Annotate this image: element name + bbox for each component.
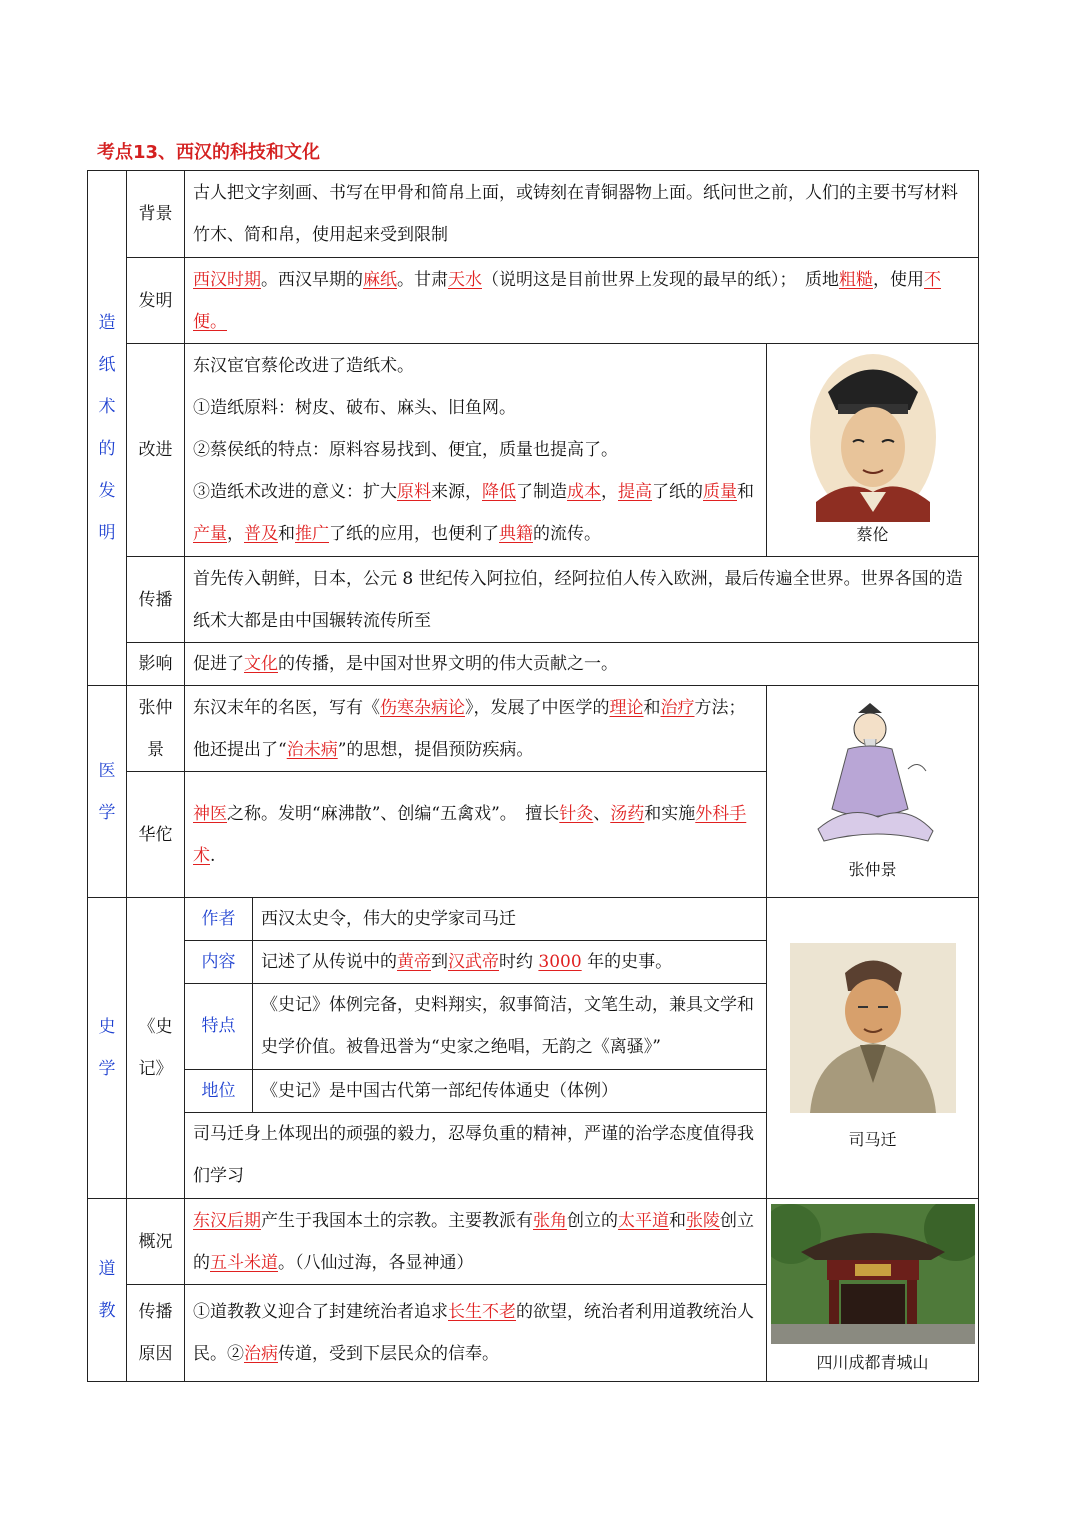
category-medicine: 医 学 (88, 686, 127, 898)
label-huatuo: 华佗 (127, 772, 185, 898)
knowledge-table (87, 170, 979, 1382)
zhangzhongjing-portrait-cell (767, 686, 979, 898)
label-status: 地位 (185, 1069, 253, 1112)
spread-text: 首先传入朝鲜，日本，公元 8 世纪传入阿拉伯，经阿拉伯人传入欧洲，最后传遍全世界。世界各国的造纸术大都是由中国辗转流传所至 (185, 557, 979, 643)
influence-text: 促进了文化的传播，是中国对世界文明的伟大贡献之一。 (185, 643, 979, 686)
simaqian-caption: 司马迁 (848, 1130, 897, 1149)
huatuo-text: 神医之称。发明“麻沸散”、创编“五禽戏”。 擅长针灸、汤药和实施外科手术. (185, 772, 767, 898)
label-overview: 概况 (127, 1199, 185, 1285)
label-zhangzhongjing: 张仲 景 (127, 686, 185, 772)
simaqian-portrait-cell (767, 898, 979, 1199)
background-text: 古人把文字刻画、书写在甲骨和简帛上面，或铸刻在青铜器物上面。纸问世之前，人们的主要书写材料竹木、简和帛，使用起来受到限制 (185, 171, 979, 258)
cailun-portrait-image (808, 352, 938, 522)
label-influence: 影响 (127, 643, 185, 686)
status-text: 《史记》是中国古代第一部纪传体通史（体例） (253, 1069, 767, 1112)
cailun-caption: 蔡伦 (856, 524, 889, 544)
simaqian-portrait-image (790, 943, 956, 1113)
page-title: 考点13、西汉的科技和文化 (97, 142, 321, 163)
qingcheng-photo-image (771, 1204, 975, 1344)
label-background: 背景 (127, 171, 185, 258)
content-text: 记述了从传说中的黄帝到汉武帝时约 3000 年的史事。 (253, 941, 767, 984)
label-author: 作者 (185, 898, 253, 941)
zhangzhongjing-text: 东汉末年的名医，写有《伤寒杂病论》，发展了中医学的理论和治疗方法；他还提出了“治未病”的思想，提倡预防疾病。 (185, 686, 767, 772)
label-spread-reason: 传播 原因 (127, 1285, 185, 1382)
zhangzhongjing-portrait-image (808, 699, 938, 849)
label-spread: 传播 (127, 557, 185, 643)
cailun-portrait-cell (767, 344, 979, 557)
author-text: 西汉太史令，伟大的史学家司马迁 (253, 898, 767, 941)
label-invention: 发明 (127, 258, 185, 344)
qingcheng-photo-cell (767, 1199, 979, 1382)
overview-text: 东汉后期产生于我国本土的宗教。主要教派有张角创立的太平道和张陵创立的五斗米道。（八仙过海，各显神通） (185, 1199, 767, 1285)
label-shiji: 《史 记》 (127, 898, 185, 1199)
qingcheng-caption: 四川成都青城山 (816, 1353, 929, 1372)
label-feature: 特点 (185, 984, 253, 1069)
label-improvement: 改进 (127, 344, 185, 557)
label-content: 内容 (185, 941, 253, 984)
category-taoism: 道 教 (88, 1199, 127, 1382)
improvement-text: 东汉宦官蔡伦改进了造纸术。 ①造纸原料：树皮、破布、麻头、旧鱼网。 ②蔡侯纸的特点：原料容易找到、便宜，质量也提高了。 ③造纸术改进的意义：扩大原料来源，降低了制造成本，提高了纸的质量和产量，普及和推广了纸的应用，也便利了典籍的流传。 (185, 344, 767, 557)
zhangzhongjing-caption: 张仲景 (848, 860, 897, 879)
category-papermaking: 造 纸 术 的 发 明 (88, 171, 127, 686)
feature-text: 《史记》体例完备，史料翔实，叙事简洁，文笔生动，兼具文学和史学价值。被鲁迅誉为“史家之绝唱，无韵之《离骚》” (253, 984, 767, 1069)
spread-reason-text: ①道教教义迎合了封建统治者追求长生不老的欲望，统治者利用道教统治人民。②治病传道，受到下层民众的信奉。 (185, 1285, 767, 1382)
invention-text: 西汉时期。西汉早期的麻纸。甘肃天水（说明这是目前世界上发现的最早的纸）； 质地粗糙，使用不便。 (185, 258, 979, 344)
category-history: 史 学 (88, 898, 127, 1199)
spirit-text: 司马迁身上体现出的顽强的毅力，忍辱负重的精神，严谨的治学态度值得我们学习 (185, 1112, 767, 1198)
